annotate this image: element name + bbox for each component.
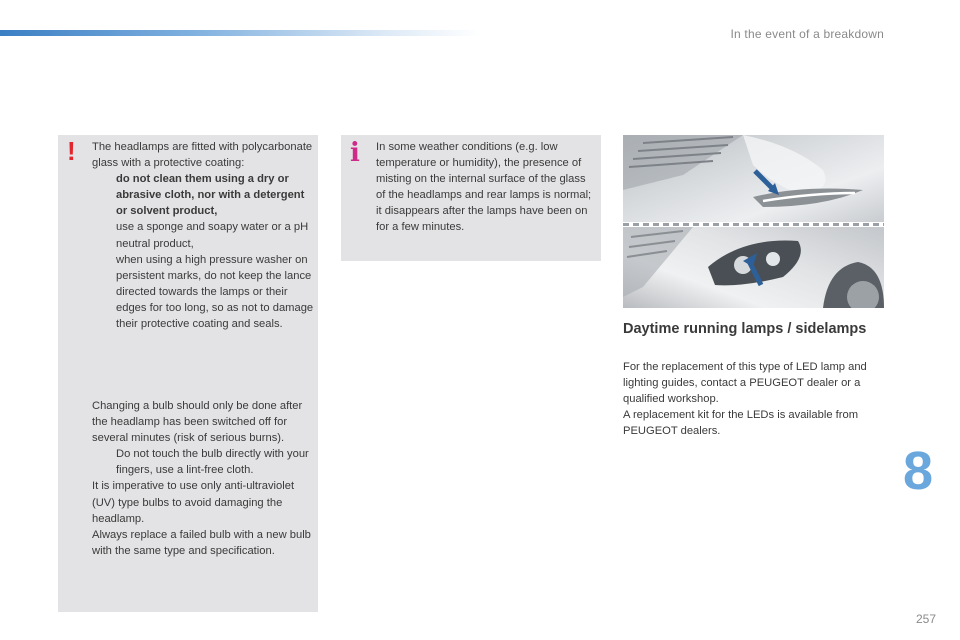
page-number: 257: [915, 612, 936, 626]
exclamation-icon: !: [67, 136, 76, 166]
headlamp-photo-top: [623, 135, 884, 222]
info-icon: i: [350, 138, 360, 168]
warning-text: [92, 139, 314, 332]
warning-intro: The headlamps are fitted with polycarbonate glass with a protective coating:: [92, 141, 313, 170]
section-title: In the event of a breakdown: [730, 27, 884, 41]
info-text: In some weather conditions (e.g. low temperature or humidity), the presence of misting on the internal surface of the glass of the headlamps and rear lamps is normal; it disappears after the lamps have been on for a few minutes.: [376, 141, 592, 234]
warning-bullet-3: when using a high pressure washer on persistent marks, do not keep the lance directed towards the lamps or their edges for too long, so as not to damage their protective coating and seals.: [116, 253, 314, 331]
bulb-changing-text: [92, 398, 314, 559]
header-accent-bar: [0, 30, 480, 36]
headlamp-closeup-illustration: [623, 227, 884, 308]
photo-divider: [623, 223, 884, 226]
car-front-illustration: [623, 135, 884, 222]
headlamp-photo-bottom: [623, 227, 884, 308]
changing-para-2: Always replace a failed bulb with a new bulb with the same type and specification.: [92, 528, 311, 557]
warning-bullet-2: use a sponge and soapy water or a pH neutral product,: [116, 221, 309, 250]
daytime-heading: Daytime running lamps / sidelamps: [623, 321, 867, 337]
chapter-number: 8: [903, 441, 934, 501]
changing-para-1: It is imperative to use only anti-ultraviolet (UV) type bulbs to avoid damaging the headlamp.: [92, 480, 295, 525]
daytime-text: [623, 359, 891, 439]
daytime-para-2: A replacement kit for the LEDs is available from PEUGEOT dealers.: [623, 409, 859, 438]
daytime-para-1: For the replacement of this type of LED lamp and lighting guides, contact a PEUGEOT dealer or a qualified workshop.: [623, 361, 867, 406]
changing-bullet: Do not touch the bulb directly with your fingers, use a lint-free cloth.: [116, 448, 309, 477]
warning-bullet-1: do not clean them using a dry or abrasive cloth, nor with a detergent or solvent product,: [116, 173, 305, 218]
changing-intro: Changing a bulb should only be done after the headlamp has been switched off for several minutes (risk of serious burns).: [92, 400, 303, 445]
